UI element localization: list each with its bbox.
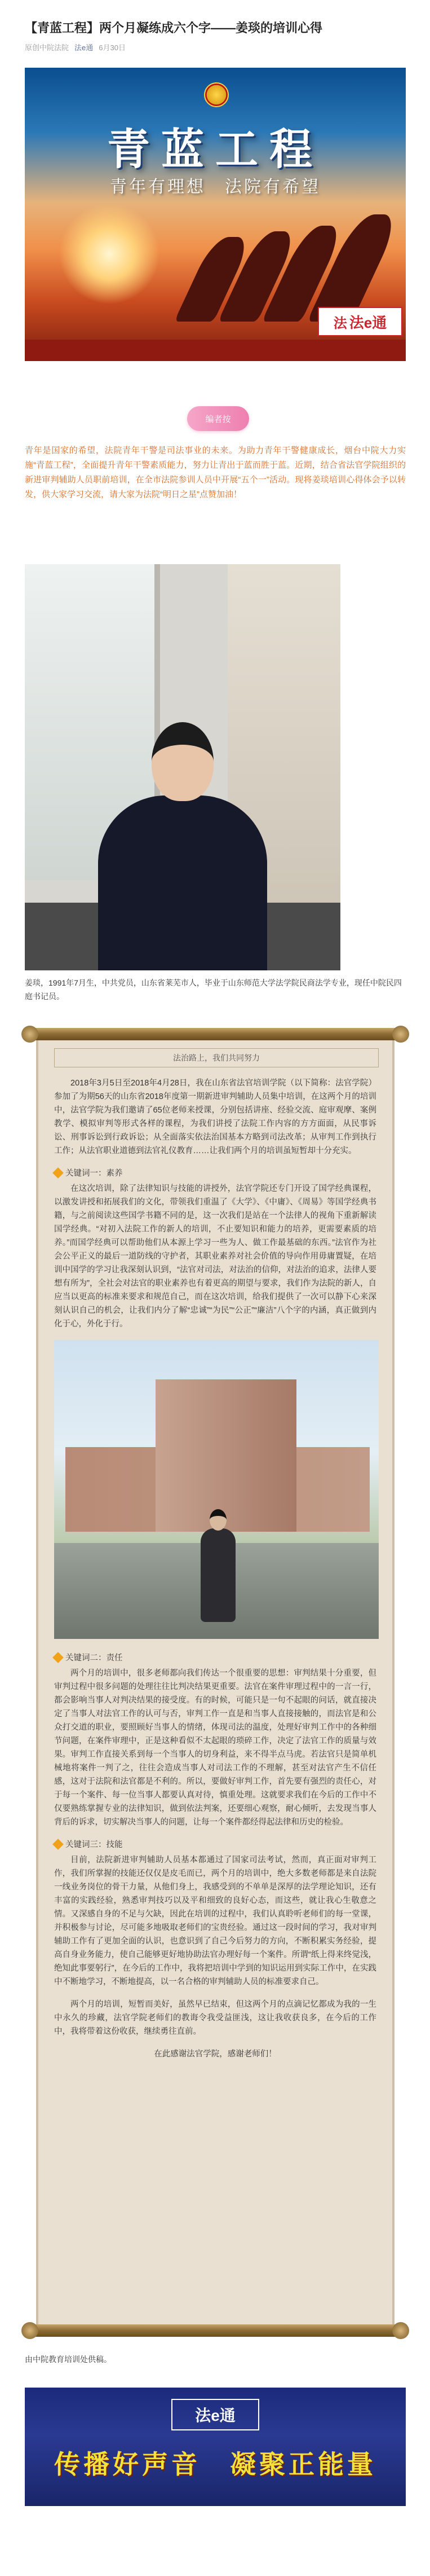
diamond-icon xyxy=(52,1167,64,1179)
scroll-paragraph: 2018年3月5日至2018年4月28日，我在山东省法官培训学院（以下简称：法官学院）参加了为期56天的山东省2018年度第一期新进审判辅助人员集中培训，在这两个月的培训中，法官学院为我们邀请了65位老师来授课，分别包括讲座、经验交流、庭审观摩、案例教学、模拟审判等形式各样的课程，为我们讲授了法院工作内容的方方面面，从民事诉讼、刑事诉讼到行政诉讼；从全面落实依法治国基本方略到司法改革；从审判工作到执行工作；从法官职业道德到法官礼仪教育……让我们两个月的培训虽短暂却十分充实。 xyxy=(54,1079,376,1155)
scroll-paragraph: 目前，法院新进审判辅助人员基本都通过了国家司法考试，然而，真正面对审判工作，我们所掌握的技能还仅仅是皮毛而已，两个月的培训中，绝大多数老师都是来自法院一线业务岗位的骨干力量，从他们身上，我感受到的不单单是深厚的法学理论知识，还有丰富的实践经验，熟悉审判技巧以及平和细致的良好心态，而这些，就让我心生敬意之情。又深感自身的不足与欠缺，因此在培训的过程中，我们认真聆听老师们的每一堂课，并积极参与讨论，尽可能多地吸取老师们的宝贵经验。通过这一段时间的学习，我对审判辅助工作有了更加全面的认识，也意识到了自己今后努力的方向，不断积累实务经验，提高自身业务能力，使自己能够更好地协助法官办理好每一个案件。所谓“纸上得来终觉浅，绝知此事要躬行”，在今后的工作中，我将把培训中学到的知识运用到实际工作中，在实践中不断地学习，不断地提高，以一名合格的审判辅助人员的标准要求自己。 xyxy=(54,1856,376,1986)
scroll-paper xyxy=(36,1040,394,2324)
scroll-frame xyxy=(25,1028,406,2337)
banner-logo xyxy=(318,307,402,336)
keyword-label: 关键词二：责任 xyxy=(65,1654,123,1663)
publish-date: 6月30日 xyxy=(99,43,126,52)
logo-text: 法e通 xyxy=(349,314,387,331)
photo-caption: 姜琰，1991年7月生，中共党员，山东省莱芜市人，毕业于山东师范大学法学院民商法学专业，现任中院民四庭书记员。 xyxy=(25,978,402,1001)
person-body xyxy=(201,1528,236,1622)
scroll-header: 法治路上，我们共同努力 xyxy=(54,1048,379,1067)
footer-slogan: 传播好声音 凝聚正能量 xyxy=(54,2449,376,2480)
rod-knob xyxy=(21,2322,38,2339)
diamond-icon xyxy=(52,1839,64,1850)
banner-bottom-bar xyxy=(25,340,406,361)
footer-logo-text: 法e通 xyxy=(195,2407,236,2424)
banner-sun xyxy=(59,203,160,305)
person-head xyxy=(210,1509,227,1531)
keyword-heading xyxy=(54,1838,376,1850)
account-link[interactable]: 法e通 xyxy=(74,43,94,52)
meta-source: 原创中院法院 xyxy=(25,43,69,52)
scroll-paragraph: 两个月的培训中，很多老师都向我们传达一个很重要的思想：审判结果十分重要，但审判过程中很多问题的处理往往比判决结果更重要。法官在案件审理过程中的一言一行，都会影响当事人对判决结果的接受度。有的时候，可能只是一句不起眼的问话，就直接决定了当事人对法官工作的认可与否，审判工作一直是和当事人直接接触的，而法官是和公众打交道的职业，要照顾好当事人的情绪，体现司法的温度，处理好审判工作中的各种细节问题，在案件审理中，正是这种看似不太起眼的琐碎工作，决定了法官工作的质量与效果。审判工作直接关系到每一个当事人的切身利益，来不得半点马虎。若法官只是简单机械地将案件一判了之，往往会造成当事人对司法工作的不理解，甚至对法官产生不信任感，这对于法院和法官都是不利的。所以，要做好审判工作，首先要有强烈的责任心，对于每一个案件、每一位当事人都要认真对待，慎重处理。这就要求我们在今后的工作中不仅要熟练掌握专业的法律知识，做到依法判案，还要细心观察，耐心倾听，去发现当事人背后的诉求，切实解决当事人的问题，让每一个案件都经得起法律和历史的检验。 xyxy=(54,1669,376,1827)
campus-person xyxy=(197,1509,239,1622)
keyword-heading xyxy=(54,1167,376,1179)
footer-note: 由中院教育培训处供稿。 xyxy=(25,2355,112,2364)
banner-title: 青蓝工程 xyxy=(107,124,323,174)
footer-banner xyxy=(25,2388,406,2506)
court-emblem-icon xyxy=(204,82,229,107)
scroll-paragraph: 两个月的培训，短暂而美好，虽然早已结束，但这两个月的点滴记忆都成为我的一生中永久的珍藏，法官学院老师们的教诲令我受益匪浅，这让我收获良多，在今后的工作中，我将带着这份收获，继续勇往直前。 xyxy=(54,2000,376,2036)
keyword-heading xyxy=(54,1651,376,1663)
portrait-photo xyxy=(25,564,340,970)
article-title: 【青蓝工程】两个月凝练成六个字——姜琰的培训心得 xyxy=(25,21,323,35)
article-meta xyxy=(25,42,126,52)
scroll-rod-bottom xyxy=(25,2324,406,2337)
keyword-label: 关键词三：技能 xyxy=(65,1840,123,1849)
rod-knob xyxy=(392,2322,409,2339)
person-body xyxy=(98,795,267,970)
scroll-rod-top xyxy=(25,1028,406,1040)
campus-photo xyxy=(54,1340,379,1639)
person-head xyxy=(152,722,214,801)
logo-mark-icon: 法 xyxy=(333,315,347,331)
qinglan-banner xyxy=(25,68,406,361)
portrait-person xyxy=(98,722,267,970)
scroll-paragraph: 在这次培训，除了法律知识与技能的讲授外，法官学院还专门开设了国学经典课程，以激发讲授和拓展我们的文化，带领我们重温了《大学》、《中庸》、《周易》等国学经典书籍，与之前阅读这些国学书籍不同的是，这一次我们是站在一个法律人的视角下重新解读国学经典。“对初入法院工作的新人的培训，不止要知识和能力的培养，更需要素质的培养。”而国学经典可以帮助他们从本源上学习一些为人、做工作最基础的东西。”法官作为社会公平正义的最后一道防线的守护者，其职业素养对社会价值的导向作用毋庸置疑，在培训中国学的学习让我深刻认识到，“法官对司法，对法治的信仰，对法治的追求，法律人要想有所为”，全社会对法官的职业素养也有着更高的期望与要求，我们作为法院的新人，自应当以更高的标准来要求和规范自己，而在这次培训，给我们提供了一次可以静下心来深刻认识自己的机会，让我们内分了解“忠诚”“为民”“公正”“廉洁”八个字的内涵，真正做到内化于心，外化于行。 xyxy=(54,1184,376,1329)
editor-note-pill: 编者按 xyxy=(187,406,249,431)
keyword-label: 关键词一：素养 xyxy=(65,1169,123,1178)
scroll-closing: 在此感谢法官学院，感谢老师们！ xyxy=(154,2050,277,2059)
diamond-icon xyxy=(52,1652,64,1663)
footer-logo xyxy=(171,2399,259,2430)
intro-text: 青年是国家的希望，法院青年干警是司法事业的未来。为助力青年干警健康成长，烟台中院大力实施“青蓝工程”，全面提升青年干警素质能力，努力让青出于蓝而胜于蓝。近期，结合省法官学院组织的新进审判辅助人员职前培训，在全市法院参训人员中开展“五个一”活动。现将姜琰培训心得体会予以转发，供大家学习交流，请大家为法院“明日之星”点赞加油！ xyxy=(25,446,406,499)
rod-knob xyxy=(392,1026,409,1043)
banner-slogan: 青年有理想 法院有希望 xyxy=(110,178,321,196)
